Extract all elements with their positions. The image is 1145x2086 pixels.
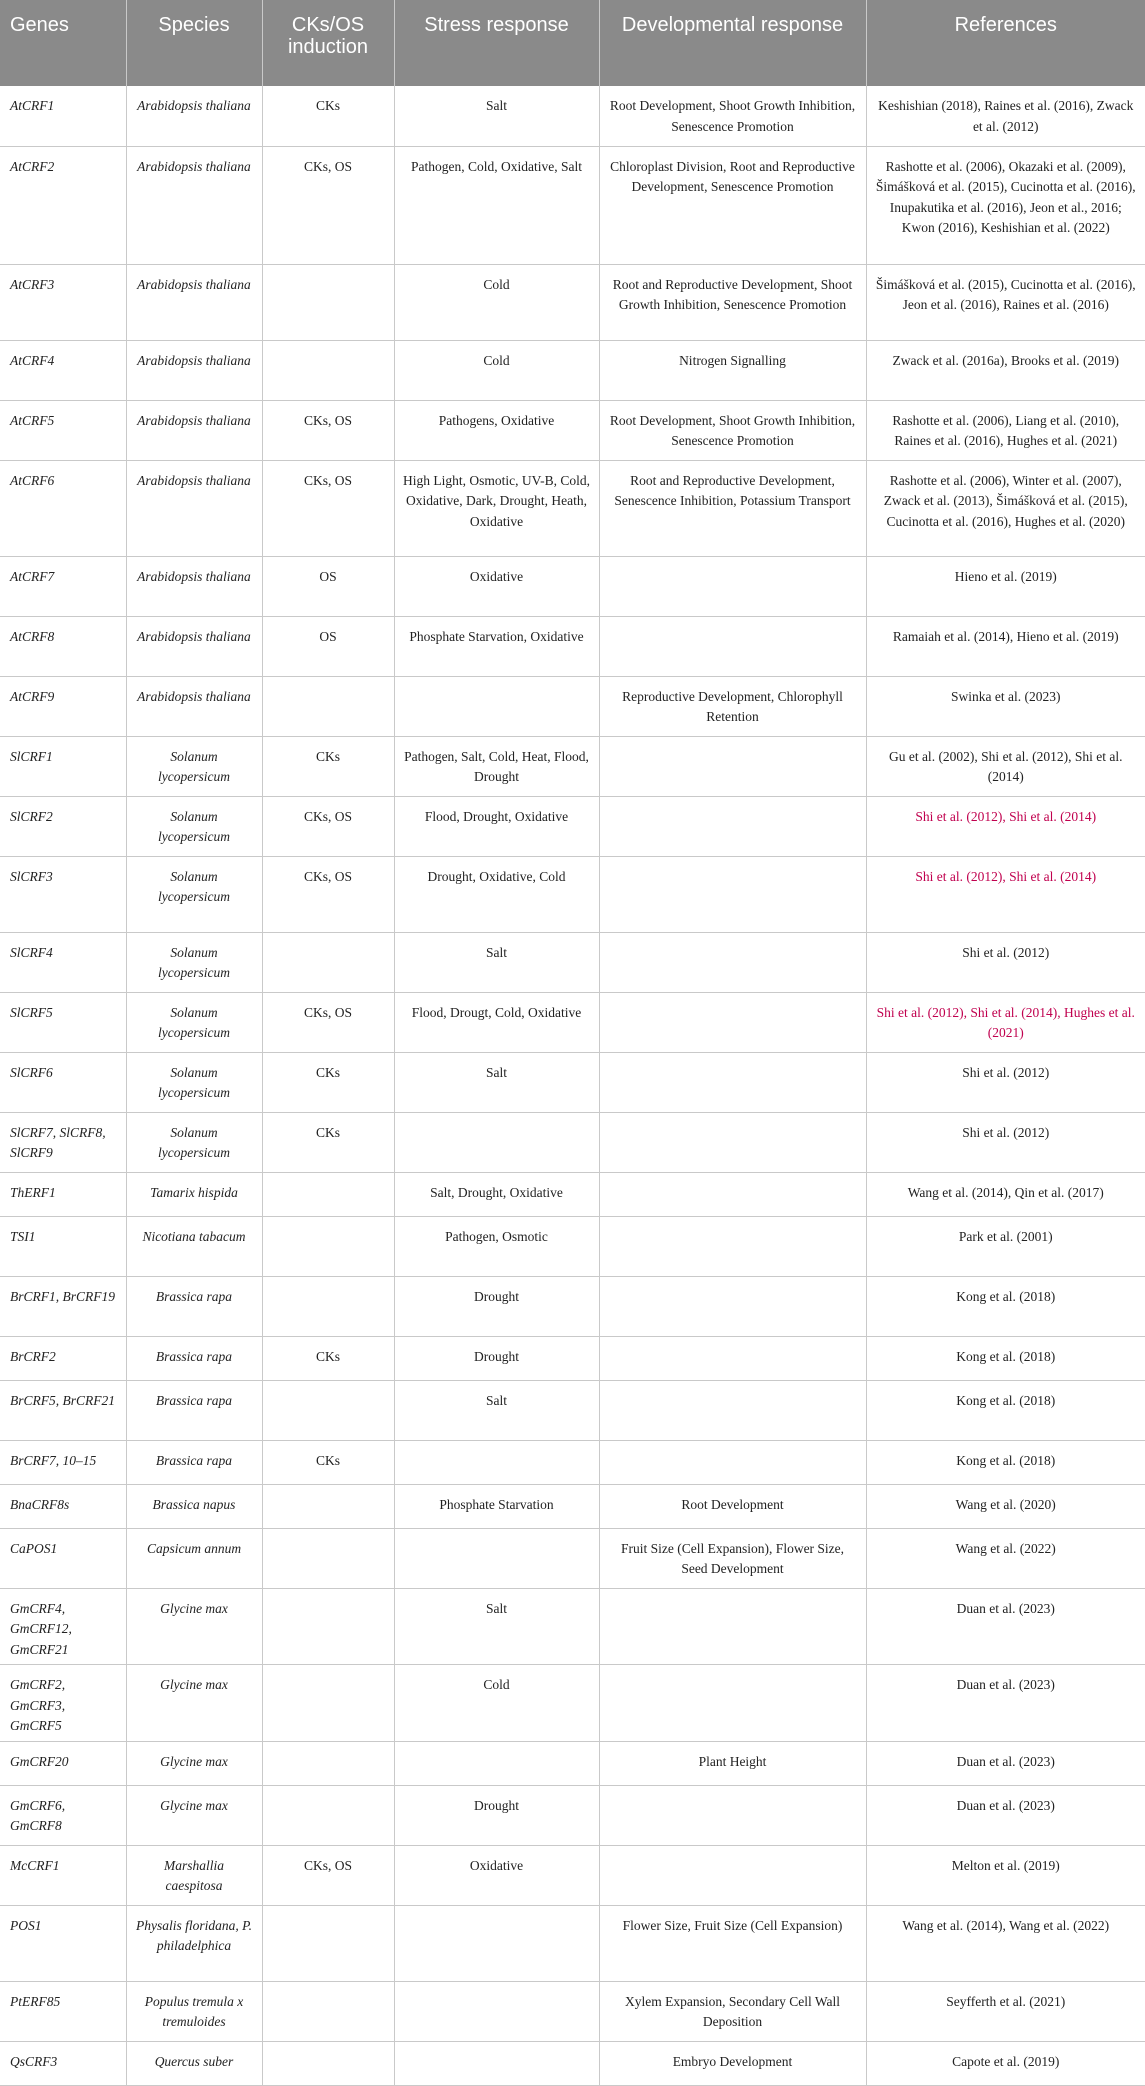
cell-developmental-response: Root Development: [599, 1484, 866, 1528]
cell-induction: CKs: [262, 1112, 394, 1172]
cell-developmental-response: Flower Size, Fruit Size (Cell Expansion): [599, 1905, 866, 1981]
cell-references: Shi et al. (2012): [866, 1112, 1145, 1172]
cell-stress-response: Phosphate Starvation: [394, 1484, 599, 1528]
cell-developmental-response: [599, 1440, 866, 1484]
cell-gene: GmCRF2, GmCRF3, GmCRF5: [0, 1665, 126, 1742]
cell-developmental-response: Root Development, Shoot Growth Inhibition, Senescence Promotion: [599, 86, 866, 146]
cell-references: Shi et al. (2012), Shi et al. (2014): [866, 796, 1145, 856]
cell-induction: CKs: [262, 736, 394, 796]
cell-developmental-response: Root and Reproductive Development, Senescence Inhibition, Potassium Transport: [599, 460, 866, 556]
cell-references: Ramaiah et al. (2014), Hieno et al. (2019): [866, 616, 1145, 676]
cell-induction: [262, 1665, 394, 1742]
cell-developmental-response: [599, 932, 866, 992]
cell-references: Shi et al. (2012): [866, 932, 1145, 992]
cell-species: Solanum lycopersicum: [126, 992, 262, 1052]
cell-references: Park et al. (2001): [866, 1216, 1145, 1276]
header-stress-response: Stress response: [394, 0, 599, 86]
cell-species: Arabidopsis thaliana: [126, 400, 262, 460]
header-species: Species: [126, 0, 262, 86]
cell-references: Rashotte et al. (2006), Winter et al. (2007), Zwack et al. (2013), Šimášková et al. (2015), Cucinotta et al. (2016), Hughes et al. (2020): [866, 460, 1145, 556]
cell-gene: BrCRF5, BrCRF21: [0, 1380, 126, 1440]
cell-stress-response: Drought, Oxidative, Cold: [394, 856, 599, 932]
cell-induction: [262, 2041, 394, 2085]
cell-induction: [262, 1172, 394, 1216]
cell-induction: CKs, OS: [262, 856, 394, 932]
cell-induction: [262, 1741, 394, 1785]
cell-species: Capsicum annum: [126, 1528, 262, 1588]
cell-stress-response: Cold: [394, 264, 599, 340]
cell-stress-response: Drought: [394, 1276, 599, 1336]
cell-developmental-response: Nitrogen Signalling: [599, 340, 866, 400]
cell-stress-response: Salt, Drought, Oxidative: [394, 1172, 599, 1216]
cell-references: Kong et al. (2018): [866, 1380, 1145, 1440]
cell-induction: CKs: [262, 1336, 394, 1380]
cell-gene: AtCRF4: [0, 340, 126, 400]
cell-references: Capote et al. (2019): [866, 2041, 1145, 2085]
cell-references: Seyfferth et al. (2021): [866, 1981, 1145, 2041]
cell-developmental-response: [599, 1216, 866, 1276]
cell-references: Swinka et al. (2023): [866, 676, 1145, 736]
table-row: [0, 1741, 1145, 1785]
cell-induction: CKs, OS: [262, 992, 394, 1052]
cell-induction: [262, 1981, 394, 2041]
cell-stress-response: [394, 1905, 599, 1981]
cell-gene: McCRF1: [0, 1845, 126, 1905]
table-row: [0, 992, 1145, 1052]
cell-stress-response: [394, 1440, 599, 1484]
cell-species: Arabidopsis thaliana: [126, 676, 262, 736]
cell-references: Kong et al. (2018): [866, 1336, 1145, 1380]
cell-references: Duan et al. (2023): [866, 1785, 1145, 1845]
cell-induction: CKs, OS: [262, 460, 394, 556]
table-row: [0, 86, 1145, 146]
cell-species: Brassica napus: [126, 1484, 262, 1528]
cell-gene: AtCRF2: [0, 146, 126, 264]
header-induction: CKs/OS induction: [262, 0, 394, 86]
cell-species: Arabidopsis thaliana: [126, 616, 262, 676]
cell-stress-response: Phosphate Starvation, Oxidative: [394, 616, 599, 676]
cell-stress-response: Drought: [394, 1785, 599, 1845]
table-row: [0, 1336, 1145, 1380]
header-developmental-response: Developmental response: [599, 0, 866, 86]
table-body: [0, 86, 1145, 2085]
cell-species: Arabidopsis thaliana: [126, 264, 262, 340]
table-row: [0, 400, 1145, 460]
table-row: [0, 146, 1145, 264]
cell-species: Brassica rapa: [126, 1276, 262, 1336]
cell-references: Duan et al. (2023): [866, 1588, 1145, 1665]
cell-species: Arabidopsis thaliana: [126, 556, 262, 616]
cell-stress-response: Cold: [394, 1665, 599, 1742]
cell-induction: OS: [262, 556, 394, 616]
cell-species: Solanum lycopersicum: [126, 856, 262, 932]
cell-developmental-response: [599, 1172, 866, 1216]
cell-induction: CKs: [262, 1440, 394, 1484]
table-row: [0, 1216, 1145, 1276]
cell-stress-response: Salt: [394, 1380, 599, 1440]
cell-gene: AtCRF8: [0, 616, 126, 676]
cell-gene: BrCRF2: [0, 1336, 126, 1380]
cell-stress-response: Cold: [394, 340, 599, 400]
cell-references: Shi et al. (2012), Shi et al. (2014): [866, 856, 1145, 932]
cell-species: Arabidopsis thaliana: [126, 146, 262, 264]
cell-species: Brassica rapa: [126, 1380, 262, 1440]
cell-stress-response: Salt: [394, 86, 599, 146]
cell-species: Marshallia caespitosa: [126, 1845, 262, 1905]
cell-stress-response: Pathogens, Oxidative: [394, 400, 599, 460]
cell-gene: AtCRF9: [0, 676, 126, 736]
table-row: [0, 1172, 1145, 1216]
cell-developmental-response: [599, 992, 866, 1052]
cell-species: Glycine max: [126, 1741, 262, 1785]
cell-species: Solanum lycopersicum: [126, 796, 262, 856]
cell-gene: AtCRF7: [0, 556, 126, 616]
cell-references: Duan et al. (2023): [866, 1665, 1145, 1742]
cell-references: Kong et al. (2018): [866, 1440, 1145, 1484]
cell-stress-response: Salt: [394, 1588, 599, 1665]
table-header: [0, 0, 1145, 86]
cell-species: Brassica rapa: [126, 1336, 262, 1380]
cell-developmental-response: [599, 1112, 866, 1172]
table-row: [0, 1440, 1145, 1484]
cell-stress-response: Drought: [394, 1336, 599, 1380]
cell-species: Glycine max: [126, 1588, 262, 1665]
table-row: [0, 460, 1145, 556]
cell-gene: GmCRF6, GmCRF8: [0, 1785, 126, 1845]
cell-developmental-response: [599, 1845, 866, 1905]
cell-references: Keshishian (2018), Raines et al. (2016), Zwack et al. (2012): [866, 86, 1145, 146]
cell-stress-response: High Light, Osmotic, UV-B, Cold, Oxidative, Dark, Drought, Heath, Oxidative: [394, 460, 599, 556]
cell-gene: BrCRF7, 10–15: [0, 1440, 126, 1484]
cell-gene: SlCRF7, SlCRF8, SlCRF9: [0, 1112, 126, 1172]
cell-induction: CKs, OS: [262, 400, 394, 460]
cell-gene: SlCRF2: [0, 796, 126, 856]
cell-stress-response: Flood, Drougt, Cold, Oxidative: [394, 992, 599, 1052]
cell-developmental-response: [599, 1276, 866, 1336]
cell-species: Solanum lycopersicum: [126, 736, 262, 796]
cell-developmental-response: [599, 1665, 866, 1742]
cell-induction: CKs, OS: [262, 1845, 394, 1905]
table-row: [0, 932, 1145, 992]
cell-induction: [262, 1216, 394, 1276]
cell-developmental-response: [599, 736, 866, 796]
table-row: [0, 676, 1145, 736]
cell-induction: [262, 1588, 394, 1665]
cell-induction: [262, 1785, 394, 1845]
cell-induction: CKs, OS: [262, 796, 394, 856]
cell-gene: AtCRF6: [0, 460, 126, 556]
cell-induction: [262, 932, 394, 992]
cell-references: Wang et al. (2020): [866, 1484, 1145, 1528]
cell-induction: [262, 340, 394, 400]
cell-references: Duan et al. (2023): [866, 1741, 1145, 1785]
cell-stress-response: [394, 1528, 599, 1588]
cell-stress-response: [394, 1741, 599, 1785]
cell-induction: OS: [262, 616, 394, 676]
cell-stress-response: Flood, Drought, Oxidative: [394, 796, 599, 856]
header-row: [0, 0, 1145, 86]
cell-gene: AtCRF1: [0, 86, 126, 146]
cell-gene: SlCRF3: [0, 856, 126, 932]
cell-induction: [262, 1905, 394, 1981]
cell-gene: ThERF1: [0, 1172, 126, 1216]
cell-developmental-response: Root and Reproductive Development, Shoot Growth Inhibition, Senescence Promotion: [599, 264, 866, 340]
cell-gene: AtCRF3: [0, 264, 126, 340]
cell-references: Shi et al. (2012): [866, 1052, 1145, 1112]
cell-induction: [262, 264, 394, 340]
table-row: [0, 1588, 1145, 1665]
cell-gene: AtCRF5: [0, 400, 126, 460]
table-row: [0, 1380, 1145, 1440]
cell-references: Shi et al. (2012), Shi et al. (2014), Hughes et al. (2021): [866, 992, 1145, 1052]
cell-developmental-response: [599, 1785, 866, 1845]
cell-references: Wang et al. (2014), Wang et al. (2022): [866, 1905, 1145, 1981]
table-row: [0, 1905, 1145, 1981]
cell-gene: POS1: [0, 1905, 126, 1981]
cell-stress-response: [394, 1981, 599, 2041]
cell-gene: SlCRF4: [0, 932, 126, 992]
cell-induction: CKs: [262, 1052, 394, 1112]
table-row: [0, 1785, 1145, 1845]
table-row: [0, 2041, 1145, 2085]
table-row: [0, 1112, 1145, 1172]
table-row: [0, 1845, 1145, 1905]
cell-developmental-response: Fruit Size (Cell Expansion), Flower Size, Seed Development: [599, 1528, 866, 1588]
table-row: [0, 736, 1145, 796]
cell-developmental-response: Plant Height: [599, 1741, 866, 1785]
cell-references: Wang et al. (2022): [866, 1528, 1145, 1588]
cell-developmental-response: [599, 1588, 866, 1665]
cell-species: Physalis floridana, P. philadelphica: [126, 1905, 262, 1981]
cell-species: Solanum lycopersicum: [126, 1112, 262, 1172]
cell-references: Hieno et al. (2019): [866, 556, 1145, 616]
cell-induction: [262, 1484, 394, 1528]
cell-stress-response: [394, 2041, 599, 2085]
table-row: [0, 1981, 1145, 2041]
cell-gene: QsCRF3: [0, 2041, 126, 2085]
cell-species: Glycine max: [126, 1785, 262, 1845]
cell-species: Glycine max: [126, 1665, 262, 1742]
cell-stress-response: Salt: [394, 1052, 599, 1112]
cell-references: Rashotte et al. (2006), Liang et al. (2010), Raines et al. (2016), Hughes et al. (2021): [866, 400, 1145, 460]
cell-species: Arabidopsis thaliana: [126, 86, 262, 146]
table-row: [0, 1276, 1145, 1336]
table-row: [0, 856, 1145, 932]
table-row: [0, 1484, 1145, 1528]
cell-stress-response: [394, 676, 599, 736]
cell-induction: [262, 1380, 394, 1440]
header-references: References: [866, 0, 1145, 86]
cell-developmental-response: Xylem Expansion, Secondary Cell Wall Deposition: [599, 1981, 866, 2041]
cell-induction: CKs, OS: [262, 146, 394, 264]
header-genes: Genes: [0, 0, 126, 86]
cell-species: Arabidopsis thaliana: [126, 460, 262, 556]
cell-induction: CKs: [262, 86, 394, 146]
cell-stress-response: Oxidative: [394, 556, 599, 616]
cell-gene: GmCRF4, GmCRF12, GmCRF21: [0, 1588, 126, 1665]
cell-developmental-response: [599, 616, 866, 676]
cell-gene: SlCRF1: [0, 736, 126, 796]
cell-references: Kong et al. (2018): [866, 1276, 1145, 1336]
cell-references: Zwack et al. (2016a), Brooks et al. (2019): [866, 340, 1145, 400]
table-row: [0, 796, 1145, 856]
cell-species: Quercus suber: [126, 2041, 262, 2085]
cell-references: Wang et al. (2014), Qin et al. (2017): [866, 1172, 1145, 1216]
cell-species: Populus tremula x tremuloides: [126, 1981, 262, 2041]
cell-gene: TSI1: [0, 1216, 126, 1276]
cell-developmental-response: [599, 1336, 866, 1380]
table-row: [0, 616, 1145, 676]
cell-stress-response: Pathogen, Osmotic: [394, 1216, 599, 1276]
cell-developmental-response: [599, 856, 866, 932]
cell-induction: [262, 1276, 394, 1336]
cell-stress-response: Pathogen, Salt, Cold, Heat, Flood, Drought: [394, 736, 599, 796]
cell-induction: [262, 676, 394, 736]
cell-references: Melton et al. (2019): [866, 1845, 1145, 1905]
cell-gene: SlCRF5: [0, 992, 126, 1052]
cell-gene: GmCRF20: [0, 1741, 126, 1785]
cell-stress-response: Pathogen, Cold, Oxidative, Salt: [394, 146, 599, 264]
cell-species: Solanum lycopersicum: [126, 932, 262, 992]
table-row: [0, 264, 1145, 340]
table-row: [0, 1052, 1145, 1112]
table-row: [0, 1528, 1145, 1588]
cell-gene: BrCRF1, BrCRF19: [0, 1276, 126, 1336]
cell-species: Solanum lycopersicum: [126, 1052, 262, 1112]
cell-developmental-response: [599, 1052, 866, 1112]
cell-developmental-response: Chloroplast Division, Root and Reproductive Development, Senescence Promotion: [599, 146, 866, 264]
cell-references: Rashotte et al. (2006), Okazaki et al. (2009), Šimášková et al. (2015), Cucinotta et al. (2016), Inupakutika et al. (2016), Jeon et al., 2016; Kwon (2016), Keshishian et al. (2022): [866, 146, 1145, 264]
table-row: [0, 556, 1145, 616]
cell-species: Brassica rapa: [126, 1440, 262, 1484]
cell-developmental-response: Reproductive Development, Chlorophyll Retention: [599, 676, 866, 736]
table-row: [0, 340, 1145, 400]
cell-gene: SlCRF6: [0, 1052, 126, 1112]
cell-developmental-response: [599, 796, 866, 856]
cell-gene: PtERF85: [0, 1981, 126, 2041]
cell-gene: BnaCRF8s: [0, 1484, 126, 1528]
cell-stress-response: Salt: [394, 932, 599, 992]
cell-references: Gu et al. (2002), Shi et al. (2012), Shi et al. (2014): [866, 736, 1145, 796]
cell-developmental-response: Embryo Development: [599, 2041, 866, 2085]
cell-developmental-response: [599, 1380, 866, 1440]
cell-induction: [262, 1528, 394, 1588]
cell-developmental-response: Root Development, Shoot Growth Inhibition, Senescence Promotion: [599, 400, 866, 460]
cell-gene: CaPOS1: [0, 1528, 126, 1588]
cell-developmental-response: [599, 556, 866, 616]
cell-stress-response: Oxidative: [394, 1845, 599, 1905]
cell-stress-response: [394, 1112, 599, 1172]
cell-references: Šimášková et al. (2015), Cucinotta et al. (2016), Jeon et al. (2016), Raines et al. (2016): [866, 264, 1145, 340]
cell-species: Arabidopsis thaliana: [126, 340, 262, 400]
table-row: [0, 1665, 1145, 1742]
cell-species: Nicotiana tabacum: [126, 1216, 262, 1276]
cell-species: Tamarix hispida: [126, 1172, 262, 1216]
